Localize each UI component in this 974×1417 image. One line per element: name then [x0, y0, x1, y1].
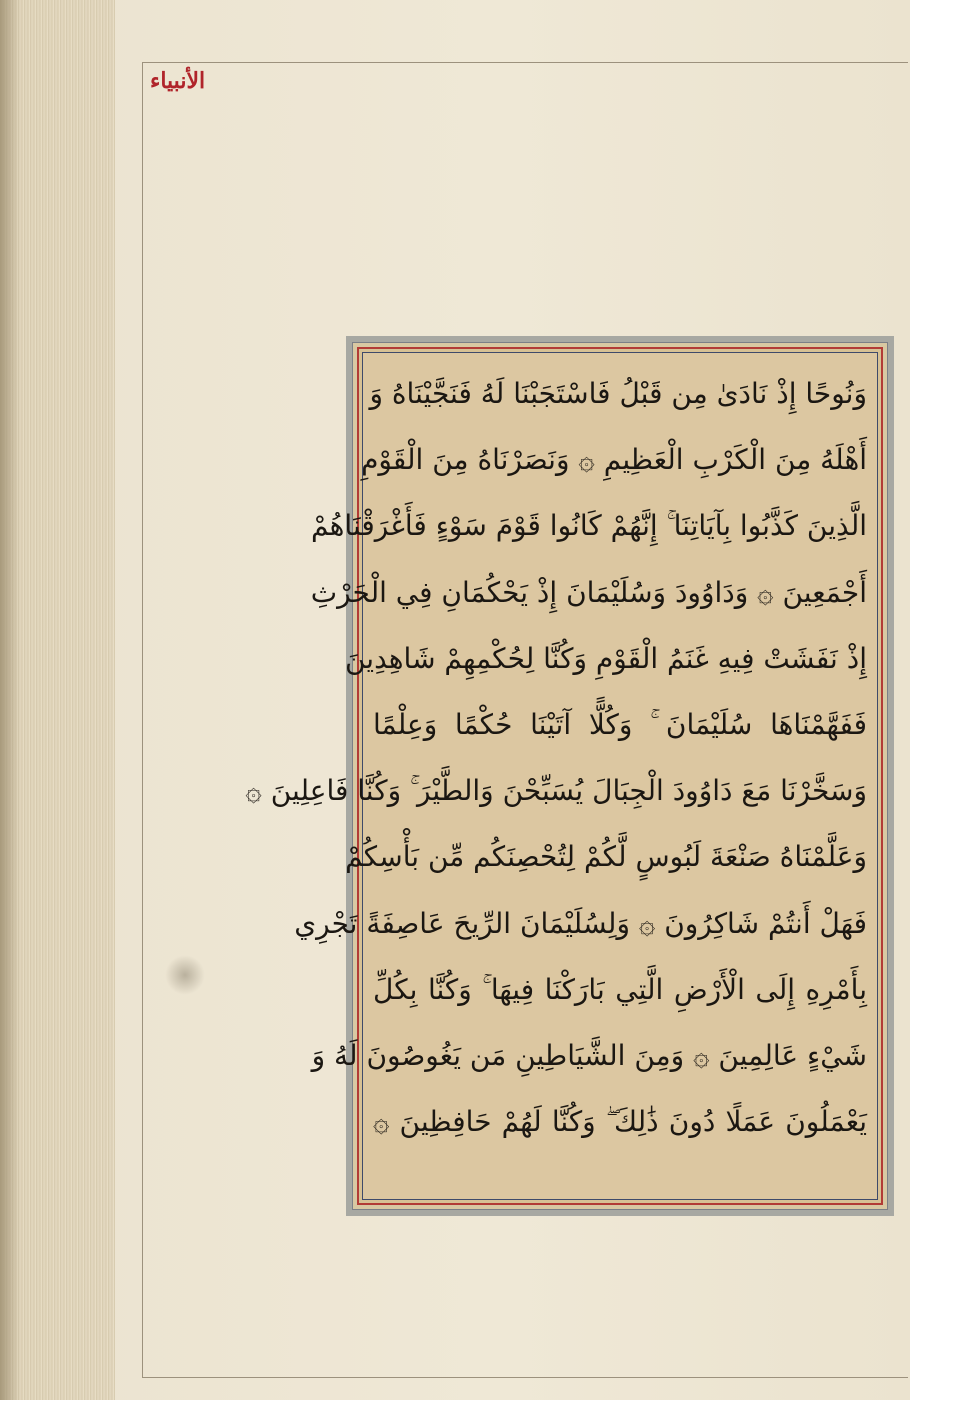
text-line-1: وَنُوحًا إِذْ نَادَىٰ مِن قَبْلُ فَاسْتَجَبْنَا لَهُ فَنَجَّيْنَاهُ وَ — [369, 377, 867, 410]
panel-border-outer — [245, 342, 888, 1210]
text-line-9: فَهَلْ أَنتُمْ شَاكِرُونَ ۞ وَلِسُلَيْمَانَ الرِّيحَ عَاصِفَةً تَجْرِي — [294, 906, 867, 940]
text-panel — [245, 336, 894, 1216]
text-line-3: الَّذِينَ كَذَّبُوا بِآيَاتِنَا ۚ إِنَّهُمْ كَانُوا قَوْمَ سَوْءٍ فَأَغْرَقْنَاهُمْ — [311, 509, 867, 543]
gutter-shadow — [0, 0, 20, 1400]
text-line-2: أَهْلَهُ مِنَ الْكَرْبِ الْعَظِيمِ ۞ وَنَصَرْنَاهُ مِنَ الْقَوْمِ — [361, 443, 867, 477]
calligraphy-text-area — [245, 352, 878, 1200]
scan-margin — [0, 1400, 974, 1417]
paper-stain — [165, 955, 205, 995]
text-line-12: يَعْمَلُونَ عَمَلًا دُونَ ذَٰلِكَ ۖ وَكُنَّا لَهُمْ حَافِظِينَ ۞ — [373, 1105, 867, 1139]
text-line-4: أَجْمَعِينَ ۞ وَدَاوُودَ وَسُلَيْمَانَ إِذْ يَحْكُمَانِ فِي الْحَرْثِ — [310, 575, 867, 609]
text-line-11: شَيْءٍ عَالِمِينَ ۞ وَمِنَ الشَّيَاطِينِ مَن يَغُوصُونَ لَهُ وَ — [311, 1038, 867, 1072]
text-line-6: فَفَهَّمْنَاهَا سُلَيْمَانَ ۚ وَكُلًّا آتَيْنَا حُكْمًا وَعِلْمًا — [373, 707, 867, 741]
text-line-5: إِذْ نَفَشَتْ فِيهِ غَنَمُ الْقَوْمِ وَكُنَّا لِحُكْمِهِمْ شَاهِدِينَ — [344, 641, 867, 675]
text-line-7: وَسَخَّرْنَا مَعَ دَاوُودَ الْجِبَالَ يُسَبِّحْنَ وَالطَّيْرَ ۚ وَكُنَّا فَاعِلِينَ ۞ — [245, 774, 867, 808]
text-line-10: بِأَمْرِهِ إِلَى الْأَرْضِ الَّتِي بَارَكْنَا فِيهَا ۚ وَكُنَّا بِكُلِّ — [373, 972, 867, 1006]
panel-border-red — [245, 347, 883, 1205]
surah-heading: الأنبياء — [150, 68, 206, 94]
outer-ruling-top — [142, 62, 908, 63]
text-line-8: وَعَلَّمْنَاهُ صَنْعَةَ لَبُوسٍ لَّكُمْ لِتُحْصِنَكُم مِّن بَأْسِكُمْ — [345, 840, 867, 874]
